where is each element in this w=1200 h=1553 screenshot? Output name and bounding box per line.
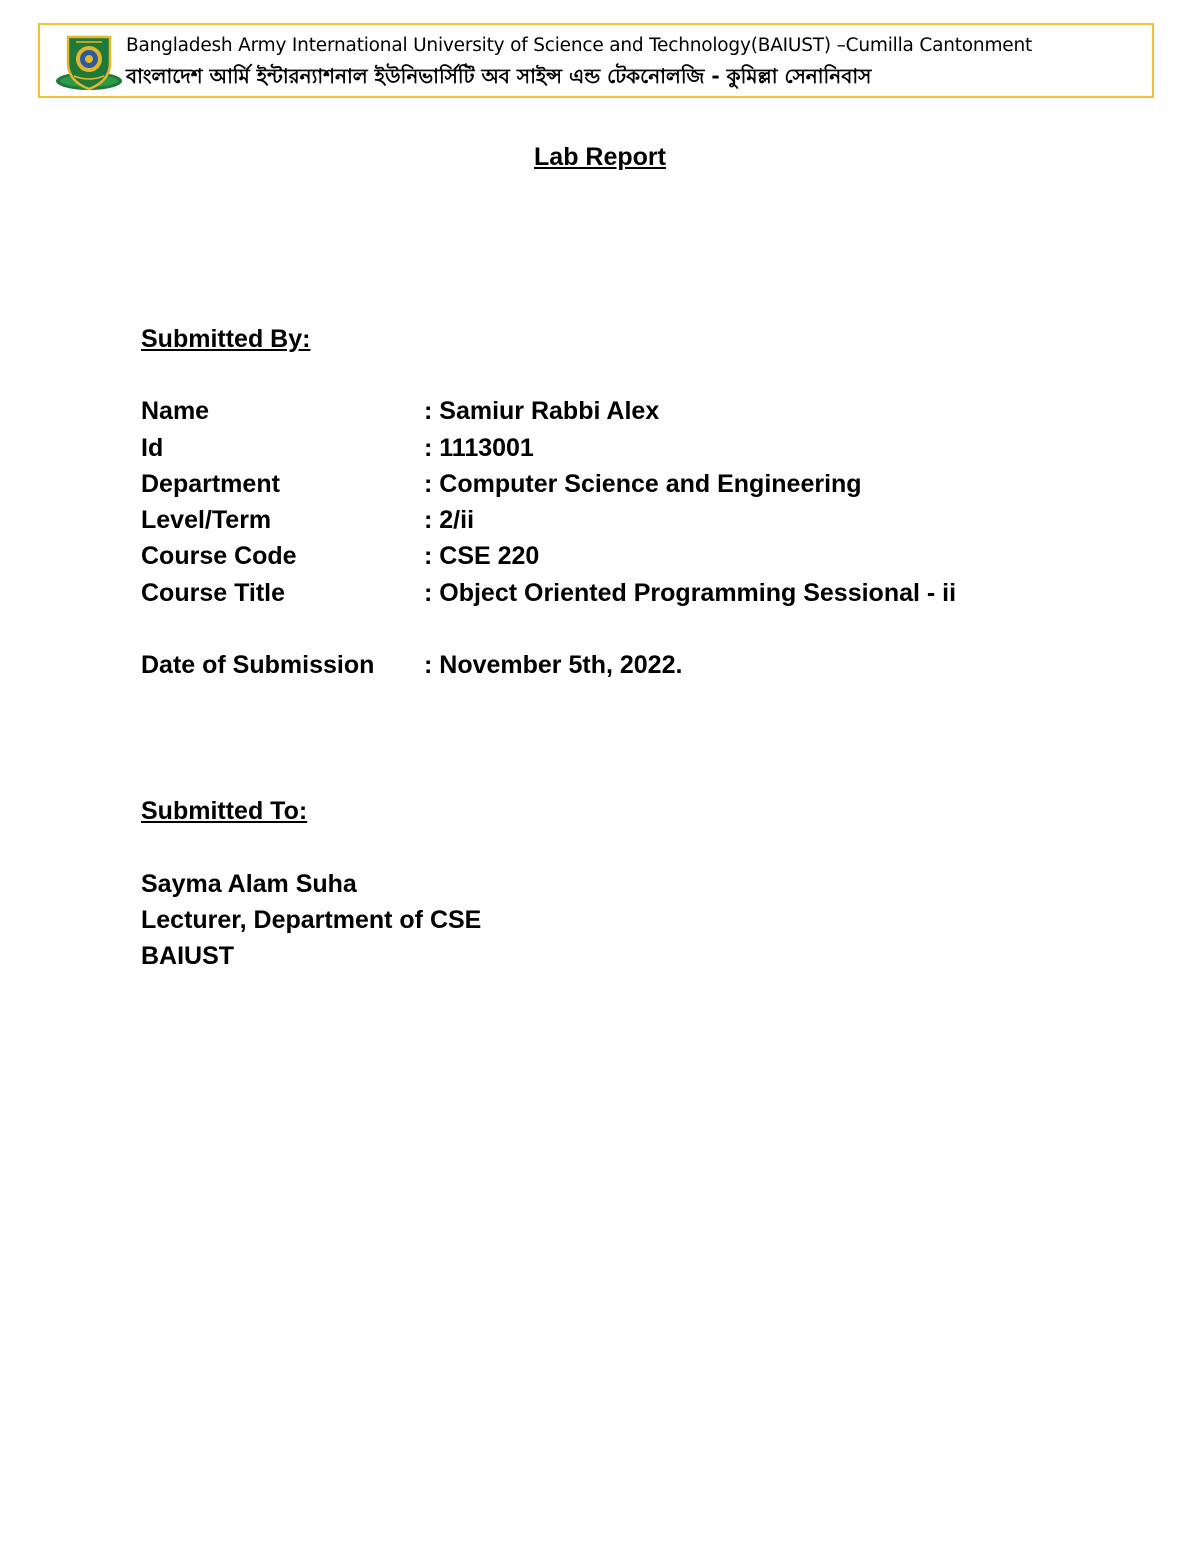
id-label: Id bbox=[141, 434, 164, 462]
university-name-english: Bangladesh Army International University of Science and Technology(BAIUST) –Cumilla Cantonment bbox=[126, 35, 1033, 56]
id-value: : 1113001 bbox=[424, 434, 534, 462]
supervisor-name: Sayma Alam Suha bbox=[141, 870, 357, 898]
course-code-label: Course Code bbox=[141, 542, 297, 570]
submission-date-label: Date of Submission bbox=[141, 651, 375, 679]
course-title-label: Course Title bbox=[141, 579, 286, 607]
department-label: Department bbox=[141, 470, 280, 498]
name-value: : Samiur Rabbi Alex bbox=[424, 397, 660, 425]
level-term-label: Level/Term bbox=[141, 506, 272, 534]
submitted-by-heading: Submitted By: bbox=[141, 325, 311, 353]
university-name-bangla: বাংলাদেশ আর্মি ইন্টারন্যাশনাল ইউনিভার্সিটি অব সাইন্স এন্ড টেকনোলজি - কুমিল্লা সেনানিবাস bbox=[126, 64, 872, 88]
level-term-value: : 2/ii bbox=[424, 506, 475, 534]
submission-date-value: : November 5th, 2022. bbox=[424, 651, 683, 679]
submitted-to-heading: Submitted To: bbox=[141, 797, 308, 825]
report-title: Lab Report bbox=[534, 143, 666, 171]
university-logo bbox=[54, 29, 124, 93]
supervisor-institution: BAIUST bbox=[141, 942, 235, 970]
university-header-banner bbox=[38, 23, 1154, 98]
course-code-value: : CSE 220 bbox=[424, 542, 540, 570]
course-title-value: : Object Oriented Programming Sessional - ii bbox=[424, 579, 957, 607]
name-label: Name bbox=[141, 397, 210, 425]
department-value: : Computer Science and Engineering bbox=[424, 470, 862, 498]
supervisor-designation: Lecturer, Department of CSE bbox=[141, 906, 482, 934]
